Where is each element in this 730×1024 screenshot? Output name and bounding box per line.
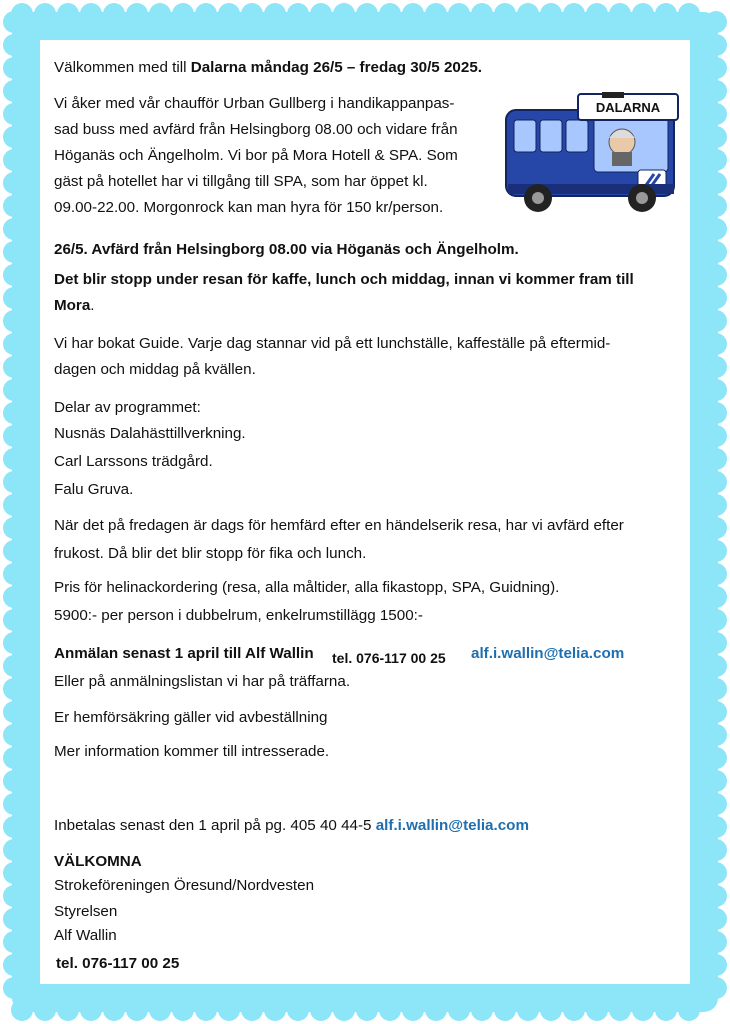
board: Styrelsen (54, 903, 118, 920)
price-line: Pris för helinackordering (resa, alla måltider, alla fikastopp, SPA, Guidning). (54, 579, 560, 596)
insurance-note: Er hemförsäkring gäller vid avbeställning (54, 709, 328, 726)
signer-name: Alf Wallin (54, 927, 117, 944)
payment-text: Inbetalas senast den 1 april på pg. 405 40 44-5 (54, 817, 376, 834)
period: . (90, 297, 95, 314)
bus-illustration (504, 92, 688, 220)
bus-sign: DALARNA (595, 100, 661, 115)
para1-line: sad buss med avfärd från Helsingborg 08.00 och vidare från (54, 121, 458, 138)
intro-line (54, 58, 482, 78)
para1-line: Vi åker med vår chaufför Urban Gullberg i handikappanpas- (54, 95, 455, 112)
program-item: Falu Gruva. (54, 481, 134, 498)
welcome-heading: VÄLKOMNA (54, 853, 142, 870)
program-item: Nusnäs Dalahästtillverkning. (54, 425, 246, 442)
program-heading: Delar av programmet: (54, 399, 201, 416)
para1-line: Höganäs och Ängelholm. Vi bor på Mora Hotell & SPA. Som (54, 147, 458, 164)
departure-line: Det blir stopp under resan för kaffe, lunch och middag, innan vi kommer fram till (54, 271, 634, 288)
departure-line (54, 296, 95, 316)
payment-line (54, 816, 529, 836)
payment-email-link[interactable]: alf.i.wallin@telia.com (375, 817, 529, 834)
trip-dates: Dalarna måndag 26/5 – fredag 30/5 2025. (190, 59, 482, 76)
guide-line: dagen och middag på kvällen. (54, 361, 256, 378)
departure-line: 26/5. Avfärd från Helsingborg 08.00 via Höganäs och Ängelholm. (54, 241, 519, 258)
return-line: frukost. Då blir det blir stopp för fika och lunch. (54, 545, 367, 562)
para1-line: gäst på hotellet har vi tillgång till SPA, som har öppet kl. (54, 173, 428, 190)
registration-label: Anmälan senast 1 april till Alf Wallin (54, 645, 314, 662)
destination: Mora (54, 297, 91, 314)
price-line: 5900:- per person i dubbelrum, enkelrumstillägg 1500:- (54, 607, 423, 624)
para1-line: 09.00-22.00. Morgonrock kan man hyra för 150 kr/person. (54, 199, 444, 216)
signer-phone: tel. 076-117 00 25 (56, 955, 180, 972)
program-item: Carl Larssons trädgård. (54, 453, 213, 470)
return-line: När det på fredagen är dags för hemfärd efter en händelserik resa, har vi avfärd efter (54, 517, 624, 534)
organisation: Strokeföreningen Öresund/Nordvesten (54, 877, 315, 894)
intro-prefix: Välkommen med till (54, 59, 191, 76)
registration-email-link[interactable]: alf.i.wallin@telia.com (471, 645, 625, 662)
guide-line: Vi har bokat Guide. Varje dag stannar vid på ett lunchställe, kaffeställe på eftermid- (54, 335, 611, 352)
registration-phone: tel. 076-117 00 25 (332, 650, 446, 666)
more-info: Mer information kommer till intresserade. (54, 743, 330, 760)
registration-alt: Eller på anmälningslistan vi har på träffarna. (54, 673, 351, 690)
